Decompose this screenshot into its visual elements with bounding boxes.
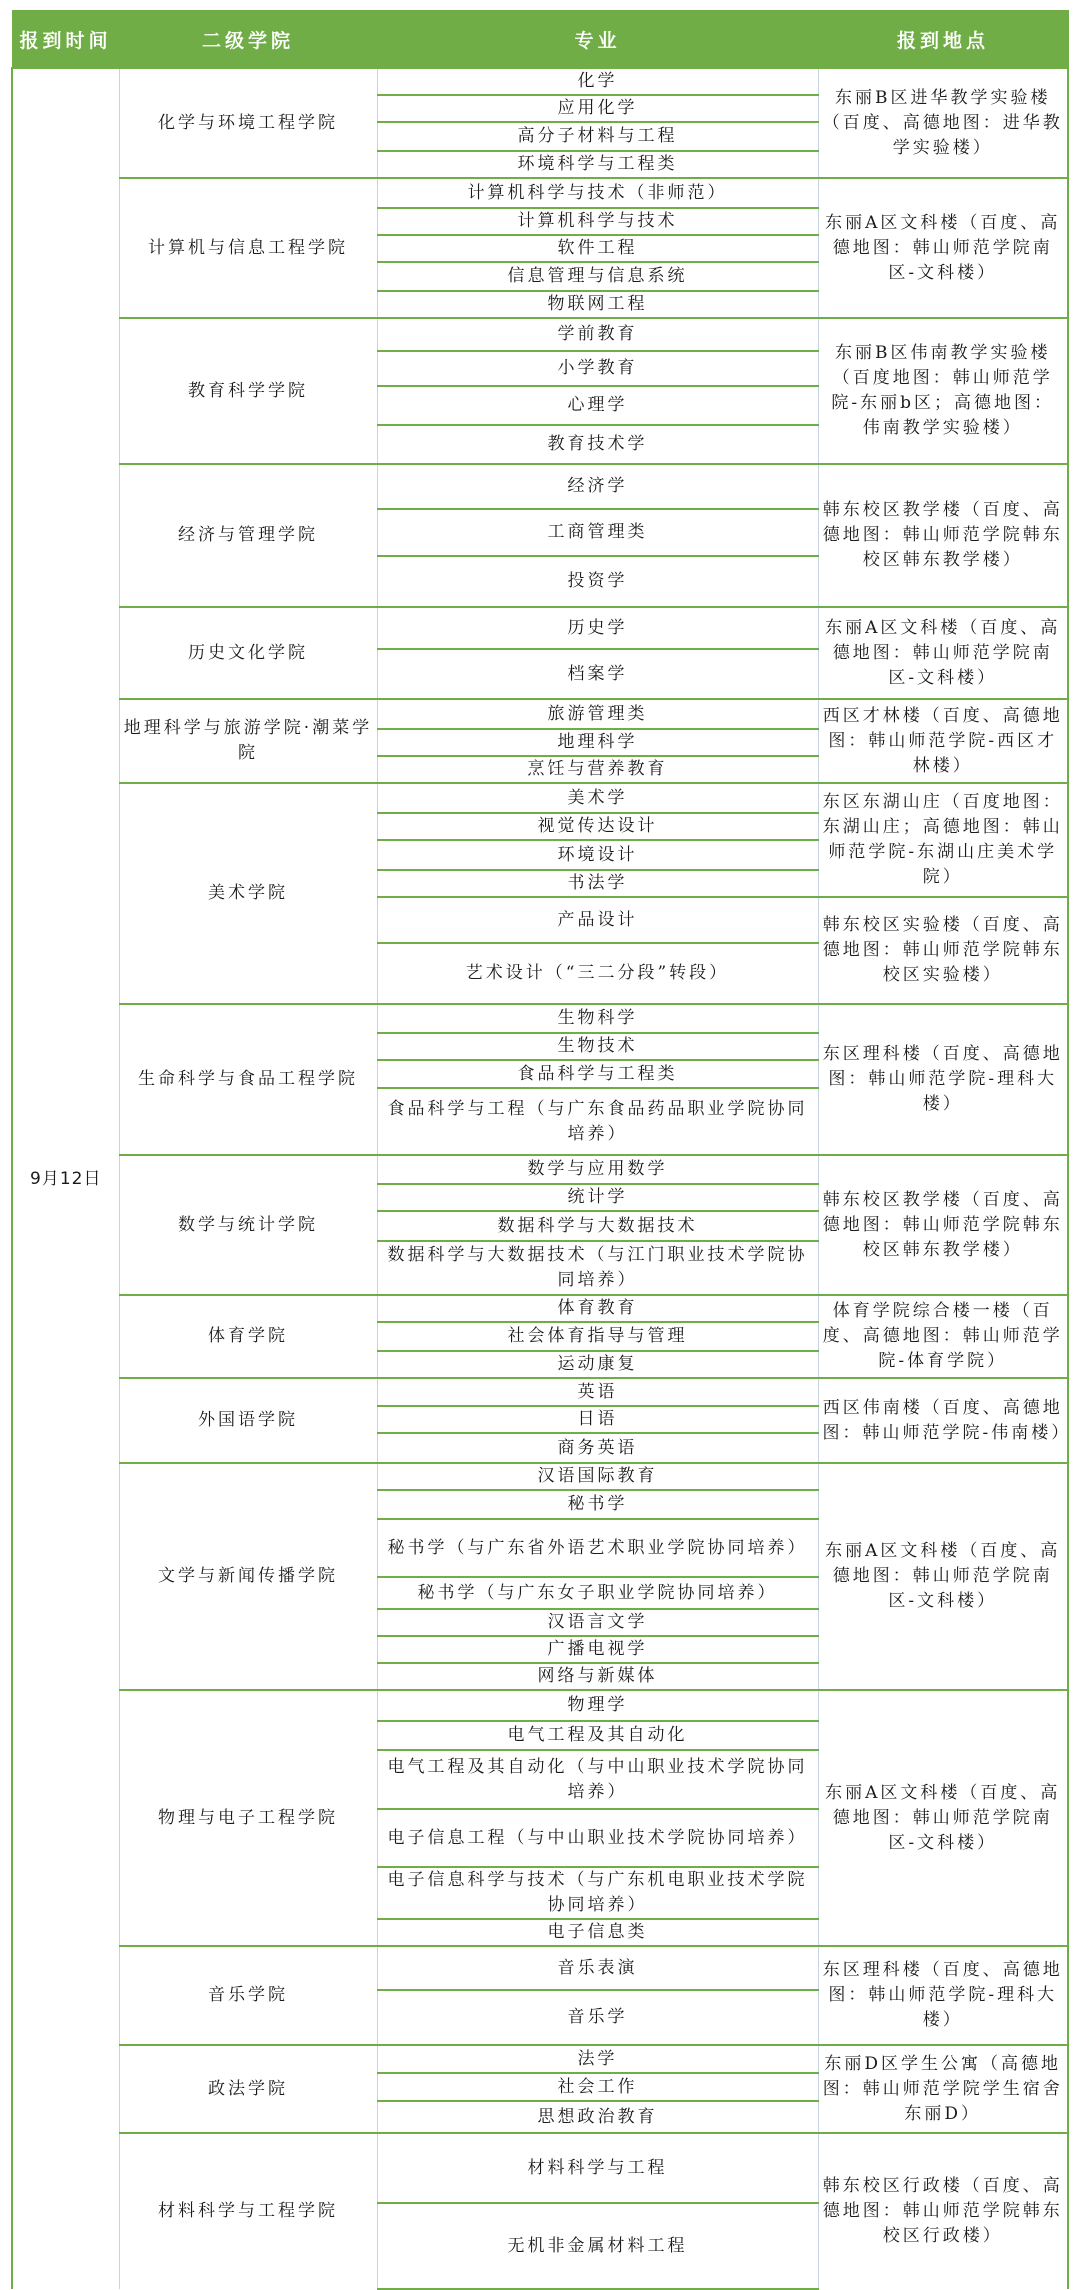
- major-name: 投资学: [377, 556, 818, 607]
- major-name: 数据科学与大数据技术: [377, 1211, 818, 1241]
- major-name: 物联网工程: [377, 291, 818, 318]
- major-name: 信息管理与信息系统: [377, 262, 818, 291]
- table-row: [12, 1378, 1068, 1406]
- major-name: 化学: [377, 68, 818, 95]
- report-location: 体育学院综合楼一楼（百度、高德地图：韩山师范学院-体育学院）: [818, 1295, 1068, 1378]
- major-name: 电气工程及其自动化: [377, 1721, 818, 1750]
- major-name: 书法学: [377, 870, 818, 897]
- table-row: [12, 1155, 1068, 1184]
- major-name: 数据科学与大数据技术（与江门职业技术学院协同培养）: [377, 1241, 818, 1295]
- table-row: [12, 2133, 1068, 2203]
- major-name: 食品科学与工程（与广东食品药品职业学院协同培养）: [377, 1088, 818, 1155]
- major-name: 软件工程: [377, 235, 818, 262]
- major-name: 数学与应用数学: [377, 1155, 818, 1184]
- college-name: 外国语学院: [119, 1378, 377, 1463]
- major-name: 电子信息科学与技术（与广东机电职业技术学院协同培养）: [377, 1867, 818, 1919]
- table-row: [12, 1463, 1068, 1490]
- college-name: 物理与电子工程学院: [119, 1690, 377, 1946]
- major-name: 经济学: [377, 464, 818, 509]
- major-name: 音乐表演: [377, 1946, 818, 1990]
- table-row: [12, 178, 1068, 208]
- major-name: 秘书学（与广东女子职业学院协同培养）: [377, 1577, 818, 1609]
- table-row: [12, 1690, 1068, 1721]
- major-name: 地理科学: [377, 729, 818, 756]
- table-row: [12, 699, 1068, 729]
- major-name: 高分子材料与工程: [377, 122, 818, 151]
- major-name: 工商管理类: [377, 509, 818, 556]
- major-name: 汉语国际教育: [377, 1463, 818, 1490]
- major-name: 艺术设计（“三二分段”转段）: [377, 943, 818, 1004]
- college-name: 政法学院: [119, 2045, 377, 2133]
- college-name: 文学与新闻传播学院: [119, 1463, 377, 1690]
- major-name: 旅游管理类: [377, 699, 818, 729]
- major-name: 生物技术: [377, 1033, 818, 1060]
- major-name: 运动康复: [377, 1351, 818, 1378]
- header-location: 报到地点: [818, 11, 1068, 69]
- major-name: 应用化学: [377, 95, 818, 122]
- report-location: 韩东校区实验楼（百度、高德地图：韩山师范学院韩东校区实验楼）: [818, 897, 1068, 1004]
- table-row: [12, 607, 1068, 649]
- report-location: 东区理科楼（百度、高德地图：韩山师范学院-理科大楼）: [818, 1946, 1068, 2045]
- major-name: 音乐学: [377, 1990, 818, 2045]
- major-name: 网络与新媒体: [377, 1663, 818, 1690]
- college-name: 材料科学与工程学院: [119, 2133, 377, 2289]
- report-location: 东区东湖山庄（百度地图：东湖山庄；高德地图：韩山师范学院-东湖山庄美术学院）: [818, 783, 1068, 897]
- major-name: 心理学: [377, 386, 818, 425]
- major-name: 小学教育: [377, 351, 818, 386]
- table-row: [12, 68, 1068, 95]
- major-name: 电气工程及其自动化（与中山职业技术学院协同培养）: [377, 1750, 818, 1809]
- table-header-row: [12, 11, 1068, 69]
- major-name: 视觉传达设计: [377, 813, 818, 840]
- major-name: 体育教育: [377, 1295, 818, 1322]
- report-location: 韩东校区教学楼（百度、高德地图：韩山师范学院韩东校区韩东教学楼）: [818, 1155, 1068, 1295]
- major-name: 食品科学与工程类: [377, 1060, 818, 1088]
- major-name: 教育技术学: [377, 425, 818, 464]
- table-row: [12, 783, 1068, 813]
- table-row: [12, 318, 1068, 351]
- major-name: 秘书学: [377, 1490, 818, 1519]
- report-location: 东丽D区学生公寓（高德地图：韩山师范学院学生宿舍东丽D）: [818, 2045, 1068, 2133]
- major-name: 环境科学与工程类: [377, 151, 818, 178]
- major-name: 物理学: [377, 1690, 818, 1721]
- report-location: 东区理科楼（百度、高德地图：韩山师范学院-理科大楼）: [818, 1004, 1068, 1155]
- major-name: 无机非金属材料工程: [377, 2203, 818, 2289]
- registration-table: [11, 10, 1072, 2290]
- report-location: 东丽B区进华教学实验楼（百度、高德地图：进华教学实验楼）: [818, 68, 1068, 178]
- major-name: 日语: [377, 1406, 818, 1433]
- major-name: 社会体育指导与管理: [377, 1322, 818, 1351]
- major-name: 计算机科学与技术（非师范）: [377, 178, 818, 208]
- report-location: 东丽A区文科楼（百度、高德地图：韩山师范学院南区-文科楼）: [818, 607, 1068, 699]
- major-name: 电子信息类: [377, 1919, 818, 1946]
- major-name: 统计学: [377, 1184, 818, 1211]
- major-name: 广播电视学: [377, 1636, 818, 1663]
- report-location: 韩东校区行政楼（百度、高德地图：韩山师范学院韩东校区行政楼）: [818, 2133, 1068, 2289]
- major-name: 法学: [377, 2045, 818, 2073]
- college-name: 数学与统计学院: [119, 1155, 377, 1295]
- major-name: 计算机科学与技术: [377, 208, 818, 235]
- major-name: 秘书学（与广东省外语艺术职业学院协同培养）: [377, 1519, 818, 1577]
- major-name: 商务英语: [377, 1433, 818, 1463]
- major-name: 学前教育: [377, 318, 818, 351]
- college-name: 生命科学与食品工程学院: [119, 1004, 377, 1155]
- college-name: 地理科学与旅游学院·潮菜学院: [119, 699, 377, 783]
- major-name: 材料科学与工程: [377, 2133, 818, 2203]
- header-major: 专业: [377, 11, 818, 69]
- major-name: 档案学: [377, 649, 818, 699]
- major-name: 生物科学: [377, 1004, 818, 1033]
- major-name: 思想政治教育: [377, 2101, 818, 2133]
- report-location: 韩东校区教学楼（百度、高德地图：韩山师范学院韩东校区韩东教学楼）: [818, 464, 1068, 607]
- college-name: 化学与环境工程学院: [119, 68, 377, 178]
- report-location: 东丽A区文科楼（百度、高德地图：韩山师范学院南区-文科楼）: [818, 178, 1068, 318]
- report-location: 东丽B区伟南教学实验楼（百度地图：韩山师范学院-东丽b区；高德地图：伟南教学实验楼）: [818, 318, 1068, 464]
- college-name: 计算机与信息工程学院: [119, 178, 377, 318]
- table-row: [12, 1004, 1068, 1033]
- report-location: 西区才林楼（百度、高德地图：韩山师范学院-西区才林楼）: [818, 699, 1068, 783]
- major-name: 社会工作: [377, 2073, 818, 2101]
- college-name: 美术学院: [119, 783, 377, 1004]
- table-row: [12, 464, 1068, 509]
- major-name: 汉语言文学: [377, 1609, 818, 1636]
- college-name: 历史文化学院: [119, 607, 377, 699]
- major-name: 美术学: [377, 783, 818, 813]
- major-name: 历史学: [377, 607, 818, 649]
- major-name: 英语: [377, 1378, 818, 1406]
- college-name: 体育学院: [119, 1295, 377, 1378]
- table-row: [12, 2045, 1068, 2073]
- report-location: 东丽A区文科楼（百度、高德地图：韩山师范学院南区-文科楼）: [818, 1690, 1068, 1946]
- header-time: 报到时间: [12, 11, 119, 69]
- major-name: 电子信息工程（与中山职业技术学院协同培养）: [377, 1809, 818, 1867]
- college-name: 音乐学院: [119, 1946, 377, 2045]
- report-location: 东丽A区文科楼（百度、高德地图：韩山师范学院南区-文科楼）: [818, 1463, 1068, 1690]
- header-college: 二级学院: [119, 11, 377, 69]
- table-body: [12, 68, 1072, 2289]
- table-row: [12, 1295, 1068, 1322]
- major-name: 环境设计: [377, 840, 818, 870]
- college-name: 经济与管理学院: [119, 464, 377, 607]
- major-name: 产品设计: [377, 897, 818, 943]
- report-location: 西区伟南楼（百度、高德地图：韩山师范学院-伟南楼）: [818, 1378, 1068, 1463]
- table-row: [12, 1946, 1068, 1990]
- report-date: 9月12日: [12, 68, 119, 2289]
- college-name: 教育科学学院: [119, 318, 377, 464]
- major-name: 烹饪与营养教育: [377, 756, 818, 783]
